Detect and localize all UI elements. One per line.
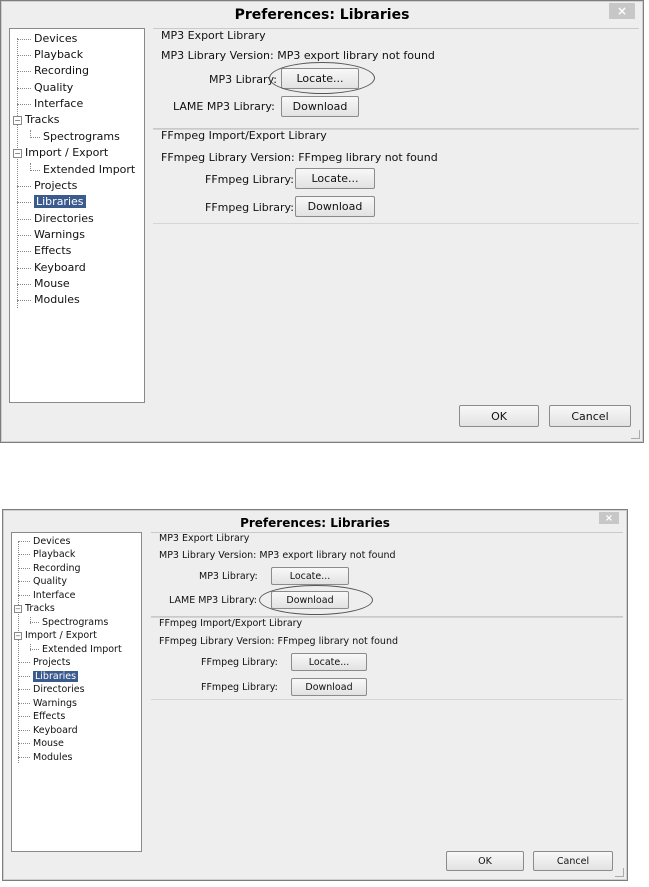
lame-download-button[interactable]: Download — [281, 96, 359, 117]
window-title: Preferences: Libraries — [234, 7, 410, 23]
tree-item-spectrograms[interactable]: Spectrograms — [30, 130, 120, 143]
tree-item-spectrograms[interactable]: Spectrograms — [30, 617, 108, 628]
collapse-icon[interactable]: − — [14, 115, 21, 125]
ffmpeg-library-label: FFmpeg Library: — [201, 657, 278, 668]
mp3-section-title: MP3 Export Library — [159, 533, 250, 544]
tree-item-interface[interactable]: Interface — [17, 97, 83, 110]
tree-item-projects[interactable]: Projects — [18, 657, 70, 668]
ffmpeg-locate-button[interactable]: Locate... — [295, 168, 375, 189]
ffmpeg-download-button[interactable]: Download — [295, 196, 375, 217]
ok-button[interactable]: OK — [446, 851, 524, 871]
window-title: Preferences: Libraries — [240, 516, 390, 530]
tree-item-modules[interactable]: Modules — [17, 293, 80, 306]
collapse-icon[interactable]: − — [15, 604, 21, 613]
tree-item-recording[interactable]: Recording — [18, 563, 81, 574]
mp3-library-label: MP3 Library: — [209, 73, 277, 86]
tree-item-recording[interactable]: Recording — [17, 64, 89, 77]
resize-grip-icon[interactable] — [631, 430, 640, 439]
tree-item-modules[interactable]: Modules — [18, 752, 73, 763]
tree-item-directories[interactable]: Directories — [17, 212, 94, 225]
tree-item-tracks[interactable]: − Tracks — [14, 113, 60, 126]
tree-item-import-export[interactable]: − Import / Export — [14, 146, 109, 159]
ffmpeg-library-label: FFmpeg Library: — [205, 173, 294, 186]
mp3-section-title: MP3 Export Library — [161, 29, 266, 42]
ffmpeg-library-label-2: FFmpeg Library: — [205, 201, 294, 214]
tree-item-effects[interactable]: Effects — [18, 711, 65, 722]
ffmpeg-locate-button[interactable]: Locate... — [291, 653, 367, 671]
preferences-category-tree — [11, 532, 142, 852]
ok-button[interactable]: OK — [459, 405, 539, 427]
tree-item-libraries[interactable]: Libraries — [18, 671, 78, 682]
tree-item-keyboard[interactable]: Keyboard — [17, 261, 86, 274]
tree-item-tracks[interactable]: − Tracks — [15, 603, 55, 614]
close-icon[interactable]: × — [599, 512, 619, 524]
ffmpeg-section-title: FFmpeg Import/Export Library — [159, 618, 303, 629]
highlight-ellipse — [269, 62, 375, 94]
tree-item-warnings[interactable]: Warnings — [18, 698, 77, 709]
tree-item-playback[interactable]: Playback — [18, 549, 75, 560]
tree-item-effects[interactable]: Effects — [17, 244, 71, 257]
collapse-icon[interactable]: − — [14, 148, 21, 158]
lame-library-label: LAME MP3 Library: — [173, 100, 275, 113]
mp3-library-label: MP3 Library: — [199, 571, 258, 582]
ffmpeg-library-label-2: FFmpeg Library: — [201, 682, 278, 693]
mp3-version-text: MP3 Library Version: MP3 export library not found — [159, 550, 396, 561]
mp3-locate-button[interactable]: Locate... — [271, 567, 349, 585]
ffmpeg-version-text: FFmpeg Library Version: FFmpeg library not found — [161, 151, 438, 164]
tree-item-interface[interactable]: Interface — [18, 590, 76, 601]
mp3-locate-button[interactable]: Locate... — [281, 68, 359, 89]
tree-item-devices[interactable]: Devices — [18, 536, 70, 547]
preferences-dialog — [2, 509, 628, 881]
tree-item-libraries[interactable]: Libraries — [17, 195, 86, 208]
lame-download-button[interactable]: Download — [271, 591, 349, 609]
tree-item-quality[interactable]: Quality — [17, 81, 73, 94]
close-icon[interactable]: × — [609, 3, 635, 19]
tree-item-quality[interactable]: Quality — [18, 576, 67, 587]
highlight-ellipse — [259, 585, 373, 615]
ffmpeg-download-button[interactable]: Download — [291, 678, 367, 696]
tree-item-import-export[interactable]: − Import / Export — [15, 630, 97, 641]
tree-item-keyboard[interactable]: Keyboard — [18, 725, 78, 736]
tree-item-warnings[interactable]: Warnings — [17, 228, 85, 241]
tree-item-devices[interactable]: Devices — [17, 32, 77, 45]
mp3-version-text: MP3 Library Version: MP3 export library not found — [161, 49, 435, 62]
tree-item-playback[interactable]: Playback — [17, 48, 83, 61]
ffmpeg-section-title: FFmpeg Import/Export Library — [161, 129, 327, 142]
preferences-dialog — [0, 0, 644, 443]
tree-item-projects[interactable]: Projects — [17, 179, 77, 192]
tree-item-mouse[interactable]: Mouse — [17, 277, 70, 290]
preferences-category-tree — [9, 28, 145, 403]
cancel-button[interactable]: Cancel — [549, 405, 631, 427]
tree-item-extended-import[interactable]: Extended Import — [30, 644, 122, 655]
ffmpeg-version-text: FFmpeg Library Version: FFmpeg library not found — [159, 636, 398, 647]
tree-item-mouse[interactable]: Mouse — [18, 738, 64, 749]
tree-item-directories[interactable]: Directories — [18, 684, 85, 695]
resize-grip-icon[interactable] — [615, 868, 624, 877]
cancel-button[interactable]: Cancel — [533, 851, 613, 871]
tree-item-extended-import[interactable]: Extended Import — [30, 163, 135, 176]
collapse-icon[interactable]: − — [15, 631, 21, 640]
lame-library-label: LAME MP3 Library: — [169, 595, 257, 606]
